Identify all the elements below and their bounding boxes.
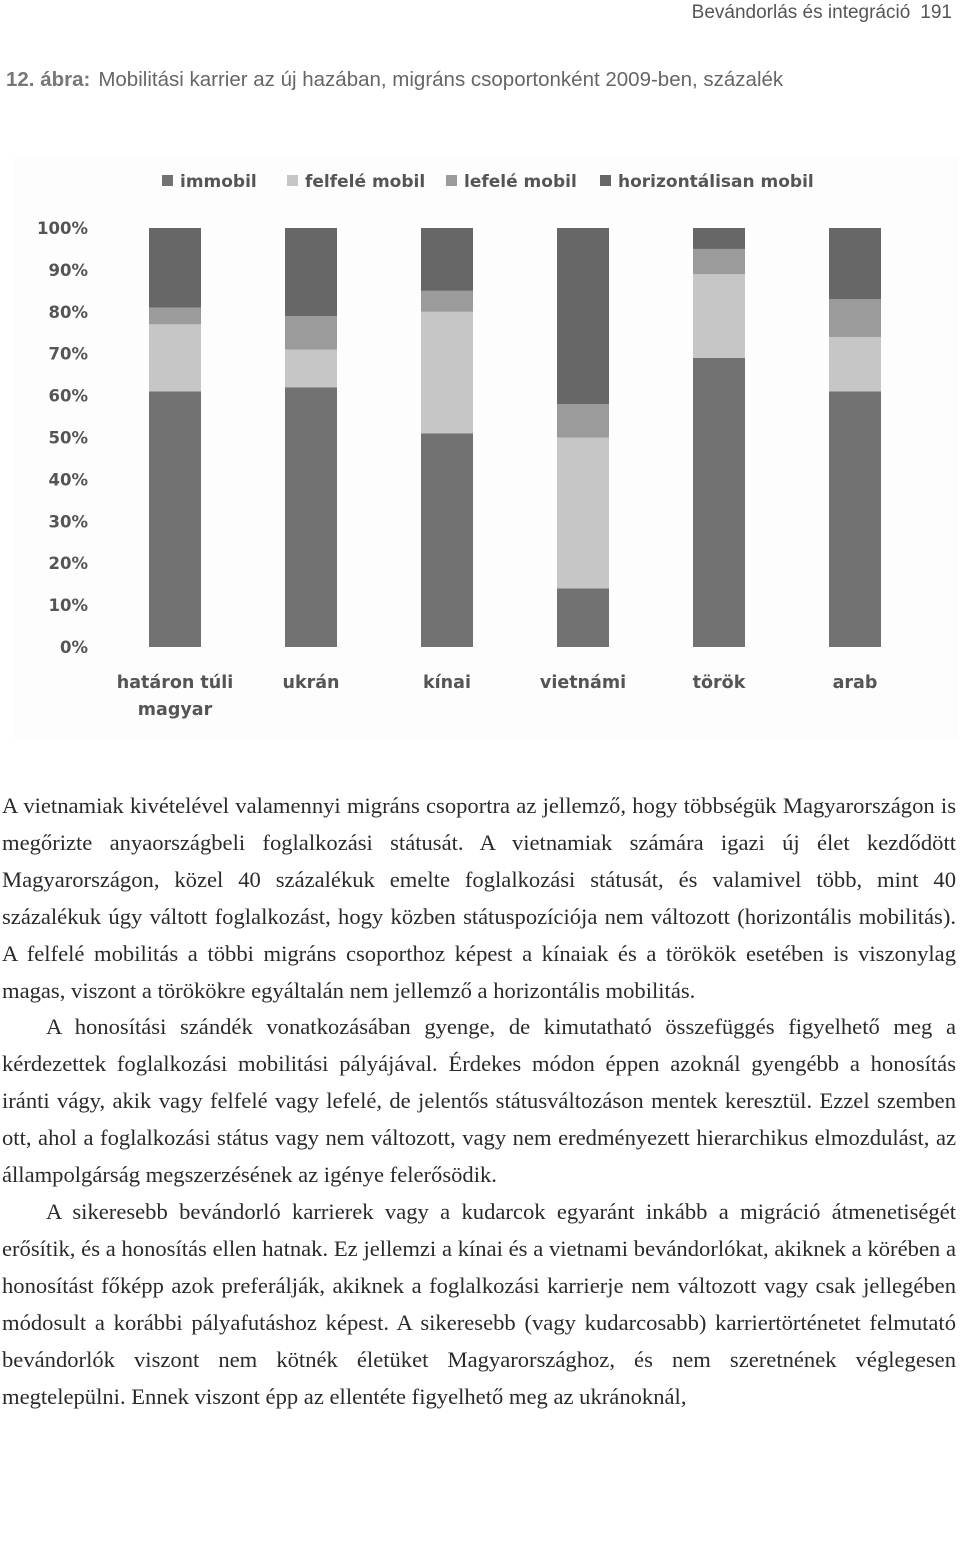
bar-segment (557, 588, 609, 647)
bar-segment (421, 433, 473, 647)
bar-segment (285, 387, 337, 647)
bar-segment (693, 358, 745, 647)
bars (149, 228, 881, 647)
paragraph: A honosítási szándék vonatkozásában gyenge, de kimutatható összefüggés figyelhető meg a kérdezettek foglalkozási mobilitási pályájával. Érdekes módon éppen azoknál gyengébb a honosítás iránti vágy, akik vagy felfelé vagy lefelé, de jelentős státusváltozáson mentek keresztül. Ezzel szemben ott, ahol a foglalkozási státus vagy nem változott, vagy nem eredményezett hierarchikus elmozdulást, az állampolgárság megszerzésének az igénye felerősödik. (2, 1014, 956, 1188)
bar-segment (693, 274, 745, 358)
bar-segment (557, 404, 609, 438)
y-tick-label: 0% (59, 638, 88, 657)
x-tick-label: arab (832, 673, 878, 693)
y-tick-label: 10% (48, 596, 88, 616)
y-tick-label: 30% (48, 512, 88, 532)
paragraph: A sikeresebb bevándorló karrierek vagy a kudarcok egyaránt inkább a migráció átmenetiségét erősítik, és a honosítás ellen hatnak. Ez jellemzi a kínai és a vietnami bevándorlókat, akiknek a körében a honosítást főképp azok preferálják, akiknek a foglalkozási karrierje nem változott vagy csak jellegében módosult a korábbi pályafutáshoz képest. A sikeresebb (vagy kudarcosabb) karriertörténetet felmutató bevándorlók viszont nem kötnék életüket Magyarországhoz, és nem szeretnének véglegesen megtelepülni. Ennek viszont épp az ellentéte figyelhető meg az ukránoknál, (2, 1198, 956, 1409)
y-tick-label: 80% (48, 302, 88, 322)
bar-segment (421, 291, 473, 312)
running-header (692, 2, 952, 24)
legend-label: immobil (180, 172, 257, 192)
y-tick-label: 40% (48, 470, 88, 490)
bar-segment (285, 316, 337, 350)
bar-segment (557, 438, 609, 589)
bar-segment (285, 350, 337, 388)
y-tick-label: 20% (48, 554, 88, 574)
running-header-title: Bevándorlás és integráció (691, 2, 911, 23)
legend-label: horizontálisan mobil (618, 172, 814, 192)
chart-legend (162, 172, 814, 192)
legend-swatch (287, 175, 298, 186)
bar-segment (149, 324, 201, 391)
x-tick-label: ukrán (282, 673, 340, 693)
bar-segment (693, 249, 745, 274)
bar-segment (693, 228, 745, 249)
bar-segment (421, 312, 473, 434)
legend-swatch (600, 175, 611, 186)
x-tick-label: kínai (423, 673, 471, 693)
body-text (2, 788, 956, 1415)
legend-label: felfelé mobil (305, 172, 426, 192)
figure-title: Mobilitási karrier az új hazában, migráns csoportonként 2009-ben, százalék (98, 68, 784, 91)
x-tick-label: magyar (137, 700, 213, 720)
bar-segment (829, 299, 881, 337)
legend-swatch (162, 175, 173, 186)
figure-number: 12. ábra: (6, 68, 91, 91)
bar-segment (829, 228, 881, 299)
bar-segment (557, 228, 609, 404)
bar-segment (149, 308, 201, 325)
x-tick-label: török (692, 673, 746, 693)
legend-swatch (446, 175, 457, 186)
paragraph: A vietnamiak kivételével valamennyi migráns csoportra az jellemző, hogy többségük Magyarországon is megőrizte anyaországbeli foglalkozási státusát. A vietnamiak számára igazi új élet kezdődött Magyarországon, közel 40 százalékuk emelte foglalkozási státusát, és valamivel több, mint 40 százalékuk úgy váltott foglalkozást, hogy közben státuspozíciója nem változott (horizontális mobilitás). A felfelé mobilitás a többi migráns csoporthoz képest a kínaiak és a törökök esetében is viszonylag magas, viszont a törökökre egyáltalán nem jellemző a horizontális mobilitás. (2, 793, 956, 1003)
y-tick-label: 60% (48, 386, 88, 406)
bar-segment (149, 391, 201, 647)
page-number: 191 (920, 2, 952, 23)
stacked-bar-chart (14, 155, 958, 740)
bar-segment (149, 228, 201, 308)
x-tick-label: határon túli (116, 673, 234, 693)
x-axis (117, 673, 878, 720)
chart-container (14, 155, 958, 740)
y-tick-label: 90% (48, 260, 88, 280)
bar-segment (421, 228, 473, 291)
y-tick-label: 50% (48, 428, 88, 448)
y-axis (37, 219, 88, 657)
bar-segment (285, 228, 337, 316)
y-tick-label: 70% (48, 344, 88, 364)
bar-segment (829, 391, 881, 647)
figure-caption (6, 68, 783, 92)
x-tick-label: vietnámi (539, 673, 627, 693)
y-tick-label: 100% (37, 219, 88, 238)
bar-segment (829, 337, 881, 391)
legend-label: lefelé mobil (464, 172, 577, 192)
